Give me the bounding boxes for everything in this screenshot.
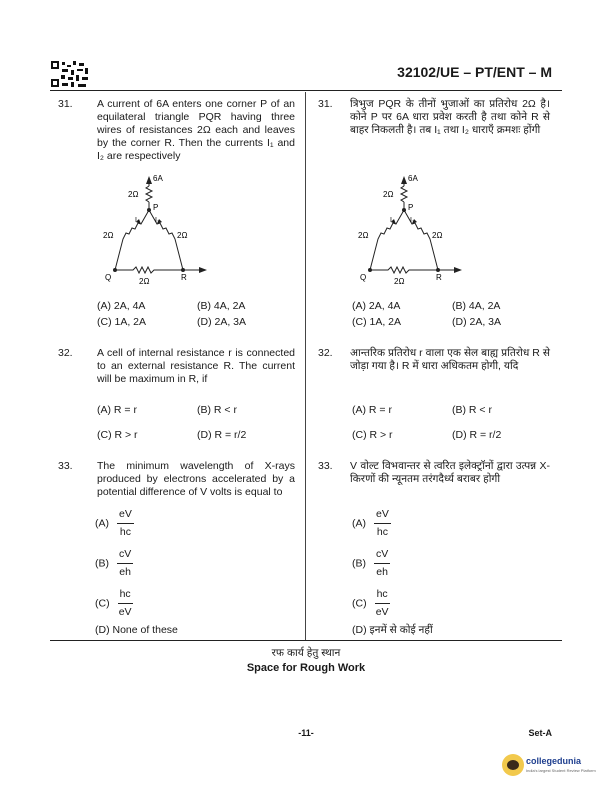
qr-code	[50, 60, 90, 88]
question-text: V वोल्ट विभवान्तर से त्वरित इलेक्ट्रॉनों द्वारा उत्पन्न X-किरणों की न्यूनतम तरंगदैर्ध्य बराबर होगी	[350, 460, 550, 485]
svg-text:Q: Q	[105, 273, 112, 282]
option-a[interactable]: (A) 2A, 4A	[97, 300, 146, 312]
q31-options-en	[97, 300, 297, 329]
header-rule	[50, 90, 562, 91]
option-d[interactable]: (D) None of these	[95, 624, 178, 636]
option-c[interactable]: (C) $\frac{hc}{eV}$	[95, 588, 132, 618]
mascot-icon	[502, 754, 524, 776]
svg-text:P: P	[408, 203, 414, 212]
option-d[interactable]: (D) 2A, 3A	[197, 316, 247, 328]
svg-text:Q: Q	[360, 273, 367, 282]
circuit-diagram-hi	[350, 172, 470, 292]
option-d[interactable]: (D) इनमें से कोई नहीं	[352, 624, 433, 636]
question-text: आन्तरिक प्रतिरोध r वाला एक सेल बाह्य प्रतिरोध R से जोड़ा गया है। R में धारा अधिकतम होगी, यदि	[350, 347, 550, 372]
option-a[interactable]: (A) $\frac{eV}{hc}$	[95, 508, 132, 538]
option-d[interactable]: (D) R = r/2	[197, 429, 247, 441]
page-number: -11-	[298, 728, 314, 738]
option-a[interactable]: (A) $\frac{eV}{hc}$	[352, 508, 389, 538]
q32-options-en	[97, 404, 297, 442]
footer-rule	[50, 640, 562, 641]
option-b[interactable]: (B) $\frac{cV}{eh}$	[352, 548, 389, 578]
option-c[interactable]: (C) R > r	[352, 429, 393, 441]
option-a[interactable]: (A) R = r	[352, 404, 392, 416]
question-text: A current of 6A enters one corner P of an equilateral triangle PQR having three wires of resistances 2Ω each and leaves by the corner R. Then the currents I₁ and I₂ are respectively	[97, 98, 295, 162]
svg-text:2Ω: 2Ω	[432, 231, 443, 240]
rough-work-label-hi: रफ कार्य हेतु स्थान	[271, 647, 341, 659]
q33-options-en	[95, 508, 295, 637]
brand-name: collegedunia	[526, 756, 582, 766]
svg-text:R: R	[436, 273, 442, 282]
question-number: 31.	[318, 98, 333, 110]
option-d[interactable]: (D) R = r/2	[452, 429, 502, 441]
svg-text:2Ω: 2Ω	[358, 231, 369, 240]
option-b[interactable]: (B) R < r	[197, 404, 237, 416]
column-divider	[305, 92, 306, 640]
option-a[interactable]: (A) 2A, 4A	[352, 300, 401, 312]
q32-options-hi	[352, 404, 552, 442]
option-b[interactable]: (B) 4A, 2A	[197, 300, 246, 312]
question-number: 33.	[58, 460, 73, 472]
question-number: 31.	[58, 98, 73, 110]
current-label: 6A	[153, 174, 163, 183]
set-label: Set-A	[528, 728, 552, 738]
svg-text:P: P	[153, 203, 159, 212]
option-c[interactable]: (C) 1A, 2A	[97, 316, 147, 328]
svg-text:2Ω: 2Ω	[383, 190, 394, 199]
option-b[interactable]: (B) $\frac{cV}{eh}$	[95, 548, 132, 578]
option-a[interactable]: (A) R = r	[97, 404, 137, 416]
question-number: 32.	[58, 347, 73, 359]
circuit-diagram-en	[95, 172, 215, 292]
option-b[interactable]: (B) 4A, 2A	[452, 300, 501, 312]
svg-text:2Ω: 2Ω	[103, 231, 114, 240]
option-d[interactable]: (D) 2A, 3A	[452, 316, 502, 328]
rough-work-label: Space for Rough Work	[246, 662, 366, 674]
option-c[interactable]: (C) $\frac{hc}{eV}$	[352, 588, 389, 618]
svg-text:R: R	[181, 273, 187, 282]
question-text: त्रिभुज PQR के तीनों भुजाओं का प्रतिरोध 2Ω है। कोने P पर 6A धारा प्रवेश करती है तथा कोने R से बाहर निकलती है। तब I₁ तथा I₂ धाराएँ क्रमशः होंगी	[350, 98, 550, 136]
svg-text:2Ω: 2Ω	[394, 277, 405, 286]
svg-text:I₂: I₂	[155, 217, 160, 224]
brand-logo	[502, 754, 596, 782]
q31-options-hi	[352, 300, 552, 329]
paper-code: 32102/UE – PT/ENT – M	[397, 64, 552, 80]
option-c[interactable]: (C) R > r	[97, 429, 138, 441]
question-text: A cell of internal resistance r is connected to an external resistance R. The current will be maximum in R, if	[97, 347, 295, 385]
svg-text:2Ω: 2Ω	[128, 190, 139, 199]
svg-text:2Ω: 2Ω	[139, 277, 150, 286]
option-b[interactable]: (B) R < r	[452, 404, 492, 416]
option-c[interactable]: (C) 1A, 2A	[352, 316, 402, 328]
svg-text:I₂: I₂	[410, 217, 415, 224]
brand-tagline: India's largest Student Review Platform	[526, 768, 596, 773]
svg-text:6A: 6A	[408, 174, 418, 183]
question-number: 33.	[318, 460, 333, 472]
svg-text:I₁: I₁	[390, 217, 395, 224]
question-number: 32.	[318, 347, 333, 359]
svg-text:2Ω: 2Ω	[177, 231, 188, 240]
q33-options-hi	[352, 508, 552, 637]
question-text: The minimum wavelength of X-rays produced by electrons accelerated by a potential difference of V volts is equal to	[97, 460, 295, 498]
svg-text:I₁: I₁	[135, 217, 140, 224]
